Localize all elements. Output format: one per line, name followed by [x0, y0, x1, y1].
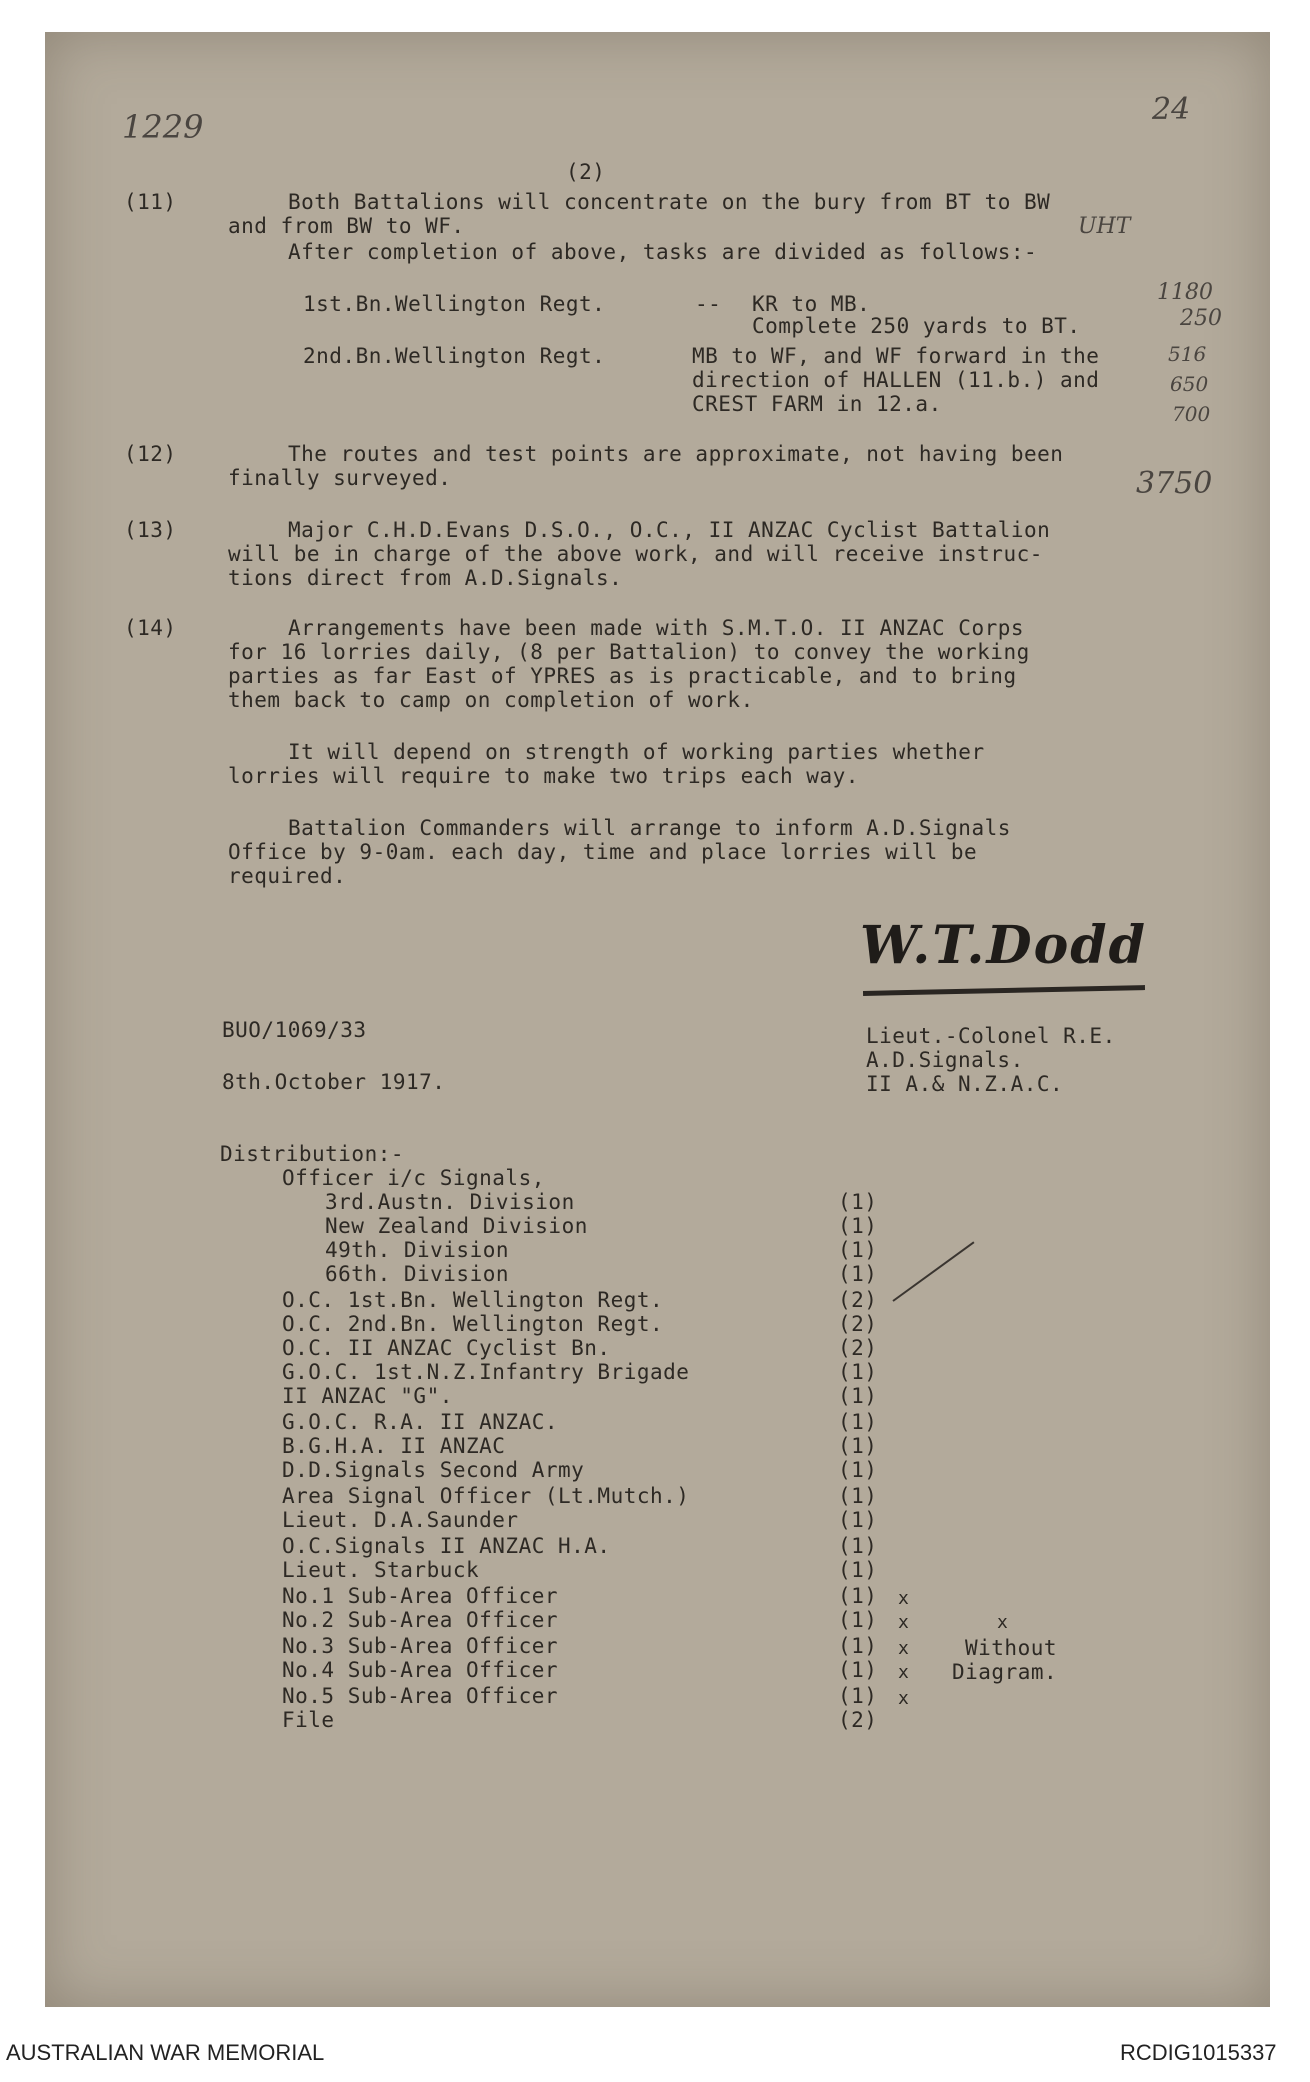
distribution-count: (1) [838, 1684, 878, 1708]
para-13-line: Major C.H.D.Evans D.S.O., O.C., II ANZAC Cyclist Battalion [288, 518, 1051, 542]
para-14-line: Arrangements have been made with S.M.T.O. II ANZAC Corps [288, 616, 1025, 640]
x-mark: x [898, 1688, 910, 1709]
distribution-item: G.O.C. R.A. II ANZAC. [282, 1410, 559, 1434]
distribution-count: (1) [838, 1360, 878, 1384]
margin-note: 3750 [1136, 466, 1213, 501]
task-1-dash: -- [695, 292, 722, 316]
distribution-item: 49th. Division [325, 1238, 510, 1262]
without-note-x: x [997, 1612, 1009, 1633]
distribution-count: (1) [838, 1584, 878, 1608]
para-14-number: (14) [124, 616, 177, 640]
margin-note: 650 [1170, 372, 1209, 396]
distribution-item: Officer i/c Signals, [282, 1166, 545, 1190]
distribution-item: File [282, 1708, 335, 1732]
margin-note: 516 [1168, 342, 1207, 366]
x-mark: x [898, 1638, 910, 1659]
footer-source: AUSTRALIAN WAR MEMORIAL [6, 2040, 325, 2065]
distribution-count: (1) [838, 1238, 878, 1262]
para-11-line: Both Battalions will concentrate on the bury from BT to BW [288, 190, 1051, 214]
distribution-count: (1) [838, 1262, 878, 1286]
distribution-item: No.5 Sub-Area Officer [282, 1684, 559, 1708]
para-12-line: The routes and test points are approximate, not having been [288, 442, 1064, 466]
reference-number: BUO/1069/33 [222, 1018, 367, 1042]
para-14-line: required. [228, 864, 347, 888]
distribution-count: (1) [838, 1384, 878, 1408]
para-14-line: parties as far East of YPRES as is practicable, and to bring [228, 664, 1017, 688]
para-14-line: lorries will require to make two trips each way. [228, 764, 859, 788]
distribution-item: O.C. 2nd.Bn. Wellington Regt. [282, 1312, 664, 1336]
para-11-number: (11) [124, 190, 177, 214]
distribution-count: (1) [838, 1658, 878, 1682]
x-mark: x [898, 1588, 910, 1609]
footer-id: RCDIG1015337 [1120, 2040, 1277, 2065]
task-1-unit: 1st.Bn.Wellington Regt. [303, 292, 606, 316]
para-13-line: tions direct from A.D.Signals. [228, 566, 623, 590]
distribution-item: Area Signal Officer (Lt.Mutch.) [282, 1484, 690, 1508]
distribution-item: Lieut. Starbuck [282, 1558, 480, 1582]
para-13-line: will be in charge of the above work, and will receive instruc- [228, 542, 1043, 566]
para-14-line: It will depend on strength of working parties whether [288, 740, 985, 764]
distribution-item: O.C. 1st.Bn. Wellington Regt. [282, 1288, 664, 1312]
signatory-rank: Lieut.-Colonel R.E. [866, 1024, 1116, 1048]
task-1-line: Complete 250 yards to BT. [752, 314, 1081, 338]
task-2-line: direction of HALLEN (11.b.) and [692, 368, 1100, 392]
distribution-item: D.D.Signals Second Army [282, 1458, 585, 1482]
distribution-count: (2) [838, 1288, 878, 1312]
distribution-item: II ANZAC "G". [282, 1384, 453, 1408]
distribution-count: (1) [838, 1434, 878, 1458]
margin-note: 700 [1172, 402, 1211, 426]
page-number: (2) [566, 160, 606, 184]
distribution-item: No.2 Sub-Area Officer [282, 1608, 559, 1632]
distribution-count: (1) [838, 1190, 878, 1214]
task-1-line: KR to MB. [752, 292, 871, 316]
distribution-count: (1) [838, 1608, 878, 1632]
distribution-count: (2) [838, 1336, 878, 1360]
para-14-line: Office by 9-0am. each day, time and place lorries will be [228, 840, 978, 864]
distribution-item: G.O.C. 1st.N.Z.Infantry Brigade [282, 1360, 690, 1384]
task-2-unit: 2nd.Bn.Wellington Regt. [303, 344, 606, 368]
distribution-item: No.1 Sub-Area Officer [282, 1584, 559, 1608]
signatory-title: A.D.Signals. [866, 1048, 1024, 1072]
distribution-item: No.4 Sub-Area Officer [282, 1658, 559, 1682]
distribution-item: No.3 Sub-Area Officer [282, 1634, 559, 1658]
x-mark: x [898, 1662, 910, 1683]
without-note: Without [965, 1636, 1058, 1660]
distribution-count: (1) [838, 1214, 878, 1238]
document-date: 8th.October 1917. [222, 1070, 446, 1094]
distribution-item: O.C. II ANZAC Cyclist Bn. [282, 1336, 611, 1360]
distribution-count: (2) [838, 1708, 878, 1732]
distribution-item: 3rd.Austn. Division [325, 1190, 575, 1214]
para-12-number: (12) [124, 442, 177, 466]
para-13-number: (13) [124, 518, 177, 542]
para-14-line: Battalion Commanders will arrange to inform A.D.Signals [288, 816, 1011, 840]
signature: W.T.Dodd [860, 915, 1147, 976]
margin-note: UHT [1078, 214, 1131, 239]
distribution-count: (1) [838, 1458, 878, 1482]
without-note: Diagram. [952, 1660, 1058, 1684]
x-mark: x [898, 1612, 910, 1633]
distribution-heading: Distribution:- [220, 1142, 405, 1166]
para-14-line: them back to camp on completion of work. [228, 688, 754, 712]
corner-number: 24 [1152, 92, 1191, 127]
para-14-line: for 16 lorries daily, (8 per Battalion) to convey the working [228, 640, 1030, 664]
distribution-item: O.C.Signals II ANZAC H.A. [282, 1534, 611, 1558]
task-2-line: CREST FARM in 12.a. [692, 392, 942, 416]
distribution-count: (1) [838, 1534, 878, 1558]
distribution-count: (1) [838, 1508, 878, 1532]
para-11-line: After completion of above, tasks are divided as follows:- [288, 240, 1038, 264]
para-11-line: and from BW to WF. [228, 214, 465, 238]
distribution-count: (1) [838, 1484, 878, 1508]
distribution-count: (1) [838, 1410, 878, 1434]
distribution-item: Lieut. D.A.Saunder [282, 1508, 519, 1532]
distribution-item: New Zealand Division [325, 1214, 588, 1238]
margin-note: 250 [1180, 306, 1222, 331]
signatory-formation: II A.& N.Z.A.C. [866, 1072, 1064, 1096]
archive-number: 1229 [122, 108, 204, 146]
para-12-line: finally surveyed. [228, 466, 452, 490]
distribution-count: (1) [838, 1558, 878, 1582]
distribution-item: 66th. Division [325, 1262, 510, 1286]
distribution-count: (1) [838, 1634, 878, 1658]
distribution-count: (2) [838, 1312, 878, 1336]
distribution-item: B.G.H.A. II ANZAC [282, 1434, 506, 1458]
margin-note: 1180 [1157, 280, 1213, 305]
task-2-line: MB to WF, and WF forward in the [692, 344, 1100, 368]
